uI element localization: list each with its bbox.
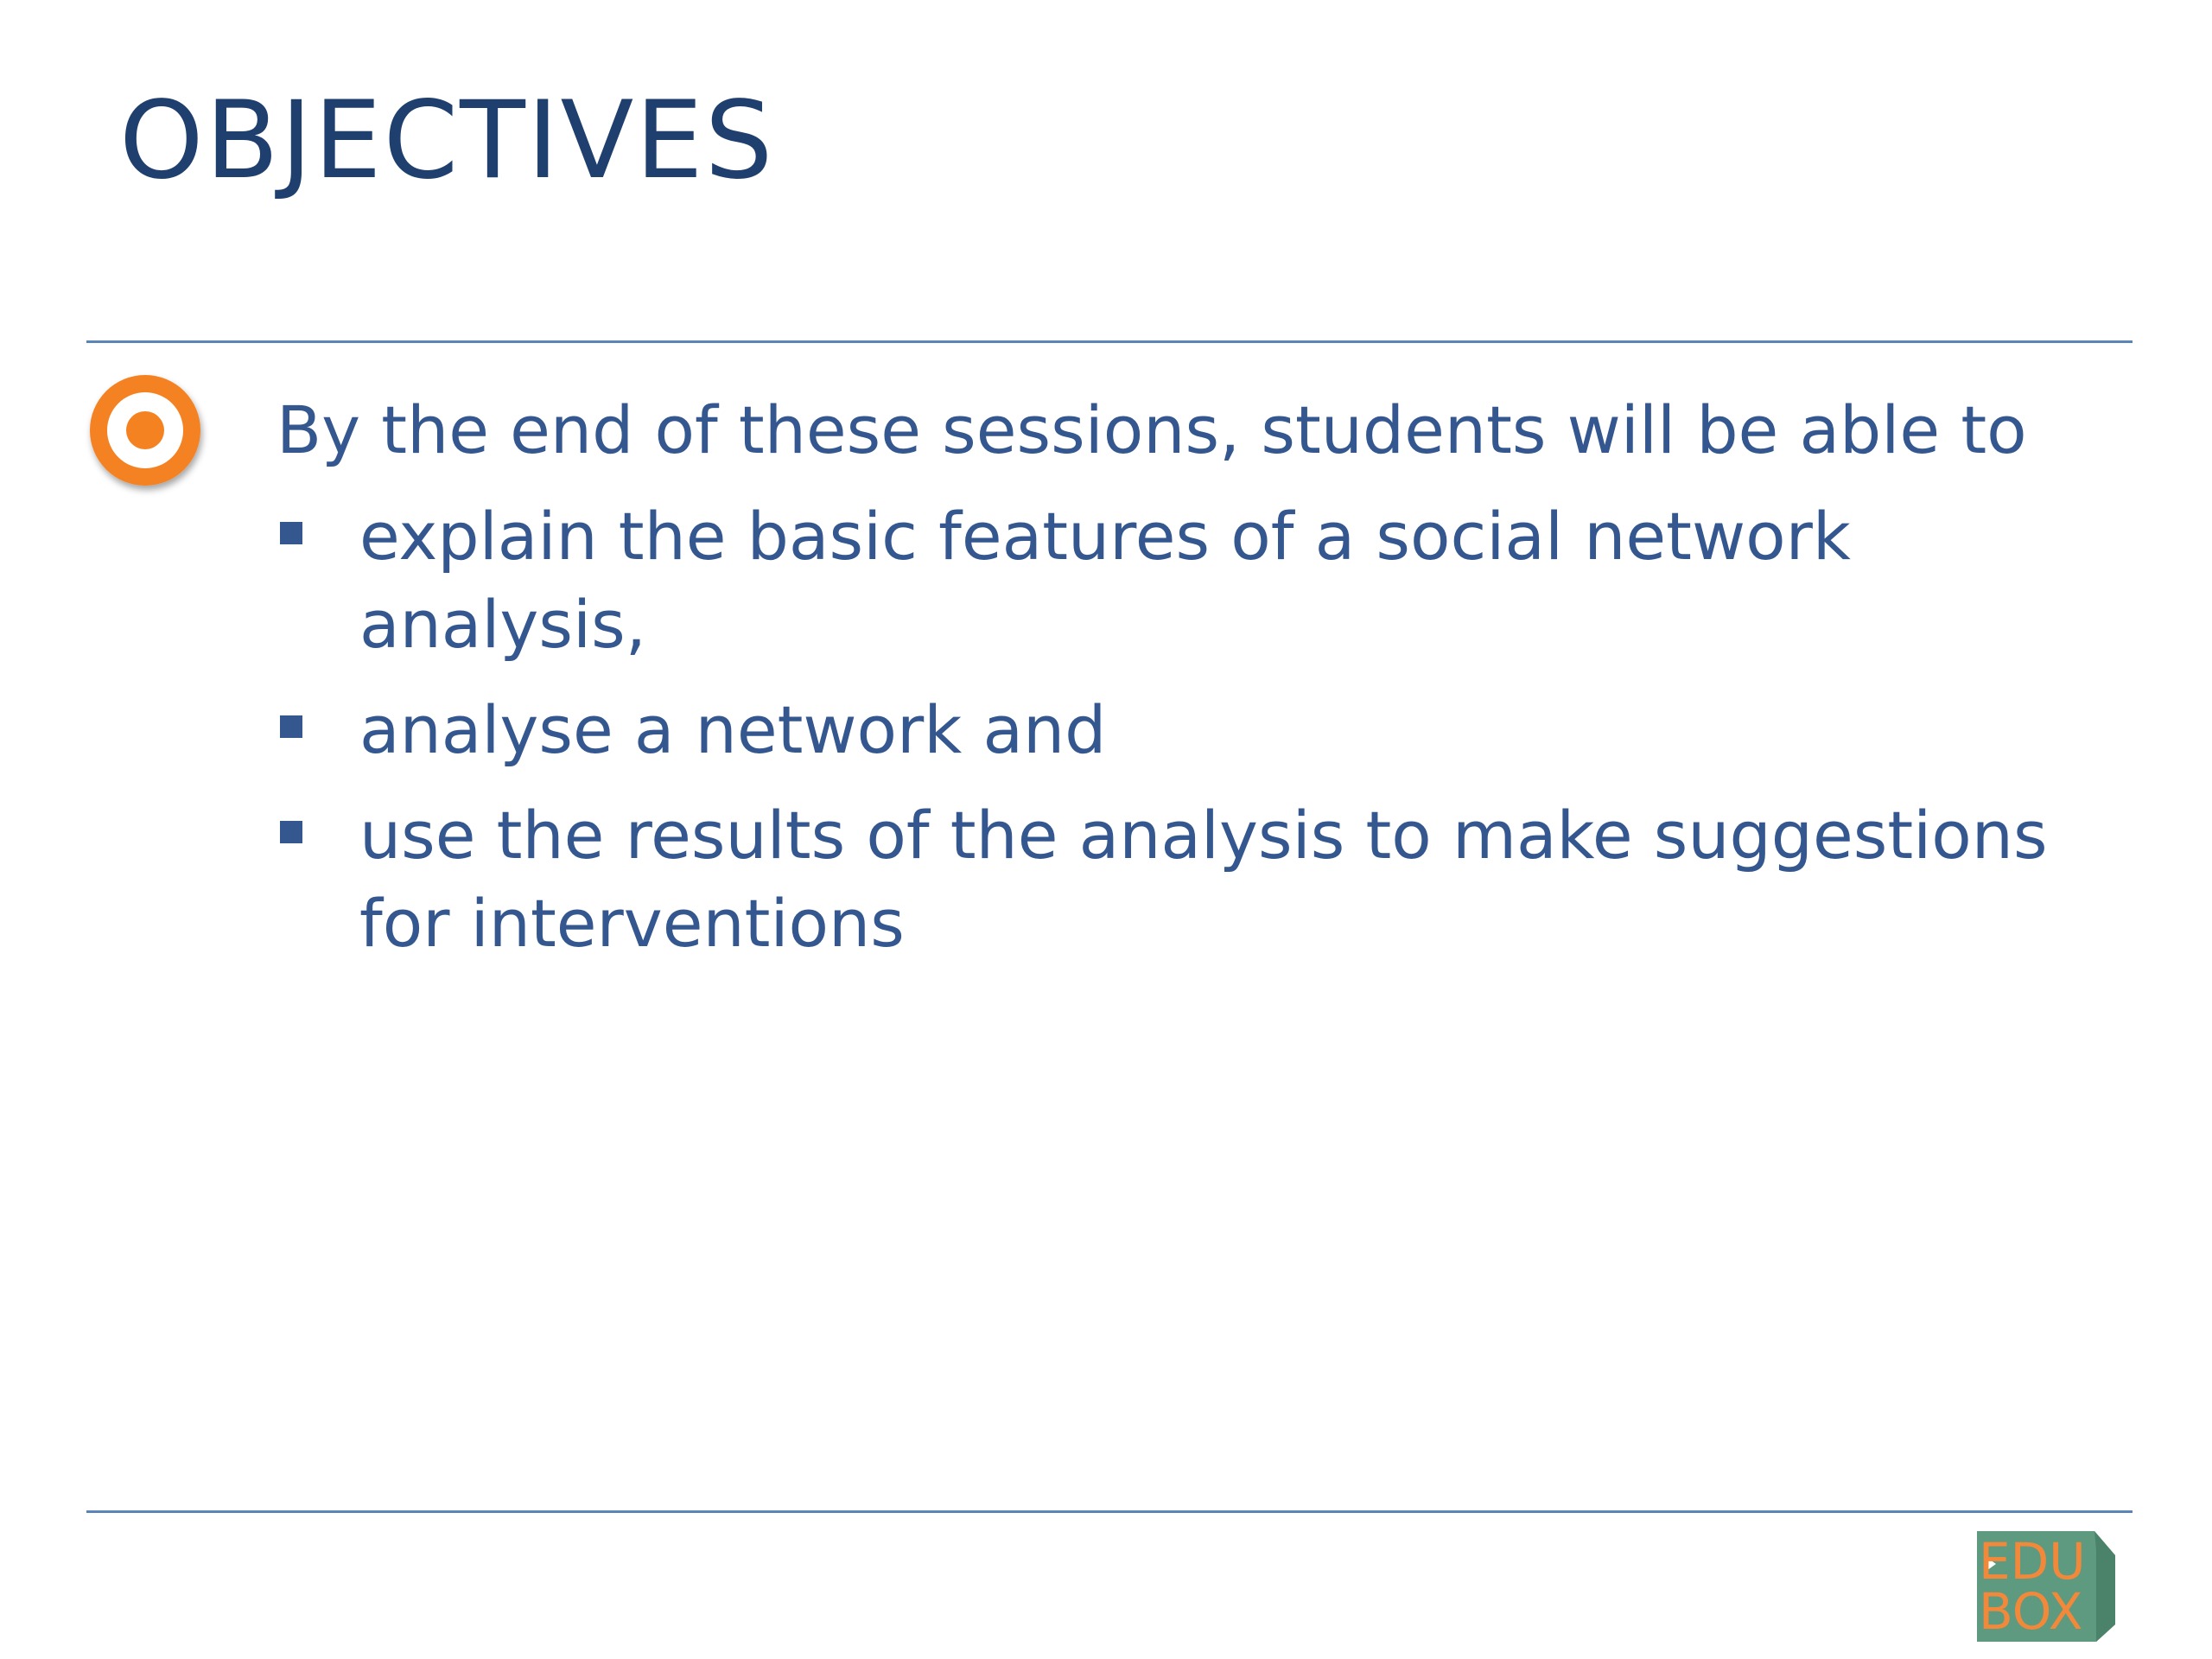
logo-text-line2: BOX <box>1979 1582 2083 1641</box>
objectives-intro: By the end of these sessions, students will be able to <box>276 391 2027 468</box>
list-item-text: explain the basic features of a social network analysis, <box>359 498 1851 663</box>
list-item-text: use the results of the analysis to make suggestions for interventions <box>359 797 2048 962</box>
list-item <box>276 493 2048 669</box>
list-item <box>276 686 2048 774</box>
target-icon <box>83 370 211 498</box>
bottom-divider <box>86 1510 2133 1513</box>
square-bullet-icon <box>280 522 302 544</box>
top-divider <box>86 340 2133 343</box>
list-item-text: analyse a network and <box>359 691 1107 768</box>
edubox-logo <box>1975 1529 2120 1643</box>
square-bullet-icon <box>280 821 302 843</box>
slide-title: OBJECTIVES <box>119 79 775 203</box>
list-item <box>276 791 2048 968</box>
objectives-list <box>276 493 2048 985</box>
square-bullet-icon <box>280 715 302 738</box>
logo-text-line1: EDU <box>1979 1532 2086 1591</box>
